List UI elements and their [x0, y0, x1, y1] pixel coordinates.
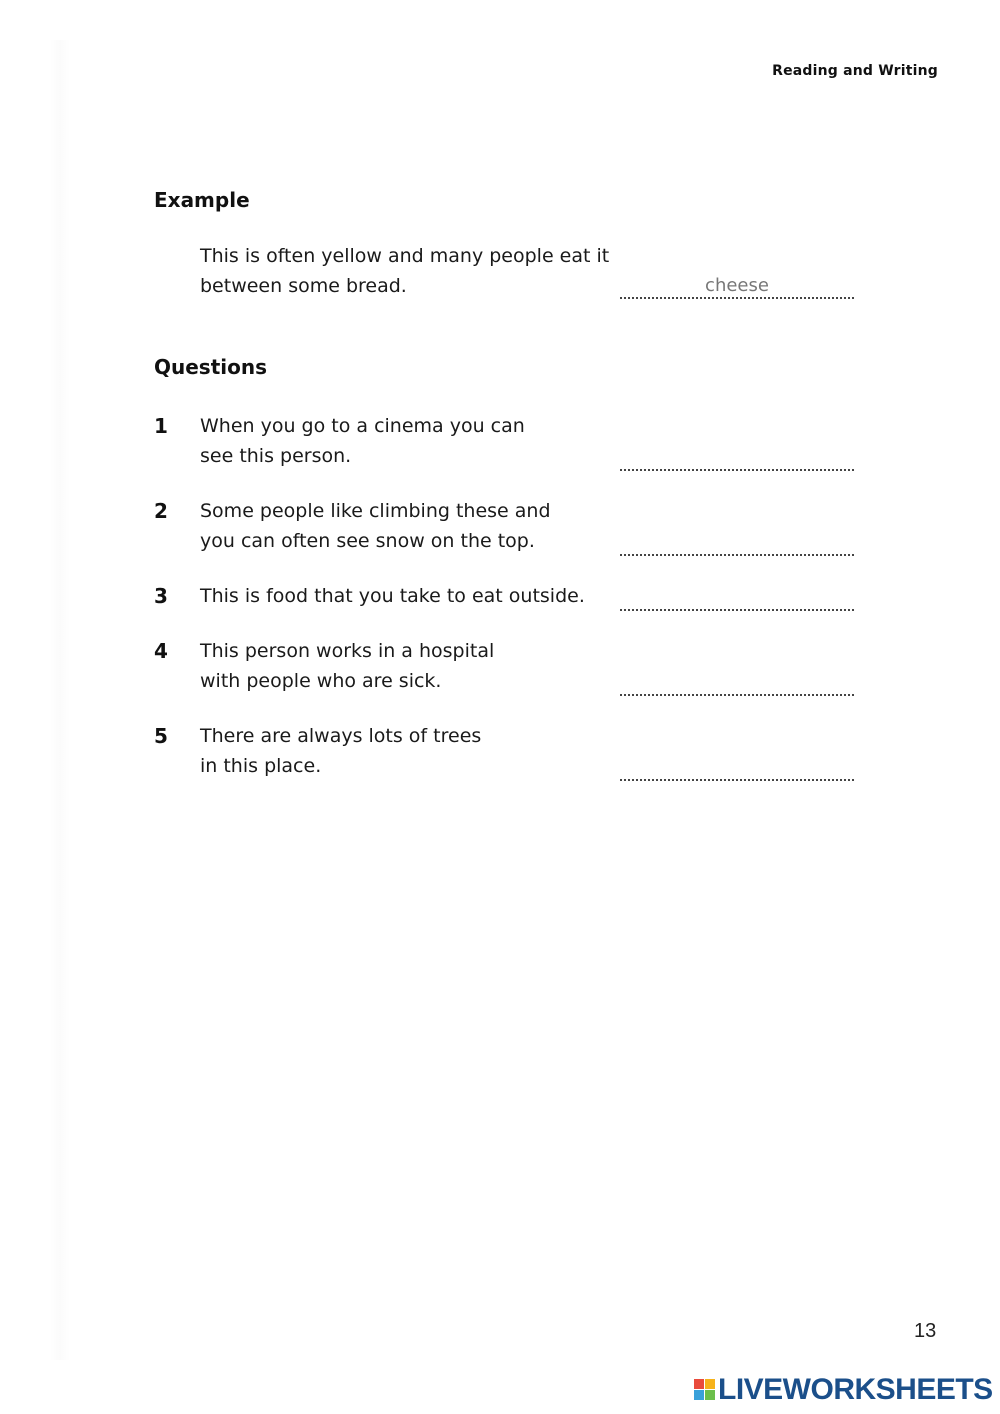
question-text-line1: When you go to a cinema you can — [200, 415, 525, 437]
answer-input-3[interactable] — [620, 587, 854, 611]
answer-input-1[interactable] — [620, 447, 854, 471]
section-header: Reading and Writing — [772, 63, 938, 79]
answer-input-5[interactable] — [620, 757, 854, 781]
question-text — [200, 721, 620, 781]
example-heading: Example — [154, 188, 250, 212]
question-text-line1: This person works in a hospital — [200, 640, 495, 662]
question-text — [200, 411, 620, 471]
example-text — [200, 241, 620, 301]
question-text — [200, 636, 620, 696]
question-text-line2: see this person. — [200, 445, 352, 467]
logo-square — [705, 1390, 715, 1400]
example-text-line1: This is often yellow and many people eat it — [200, 245, 610, 267]
questions-heading: Questions — [154, 355, 268, 379]
logo-square — [705, 1379, 715, 1389]
question-text-line1: This is food that you take to eat outside. — [200, 585, 585, 607]
answer-input-2[interactable] — [620, 532, 854, 556]
question-number: 4 — [154, 639, 168, 663]
question-text-line2: you can often see snow on the top. — [200, 530, 535, 552]
question-number: 5 — [154, 724, 168, 748]
question-text — [200, 496, 620, 556]
question-text-line1: There are always lots of trees — [200, 725, 482, 747]
question-number: 3 — [154, 584, 168, 608]
logo-square — [694, 1379, 704, 1389]
liveworksheets-brand[interactable] — [694, 1374, 993, 1406]
example-text-line2: between some bread. — [200, 275, 407, 297]
liveworksheets-logo-icon — [694, 1379, 716, 1401]
page-edge-shadow — [50, 40, 70, 1360]
question-number: 2 — [154, 499, 168, 523]
example-answer-field — [620, 275, 854, 299]
question-text-line2: with people who are sick. — [200, 670, 442, 692]
example-answer: cheese — [705, 275, 769, 296]
answer-input-4[interactable] — [620, 672, 854, 696]
question-text-line1: Some people like climbing these and — [200, 500, 551, 522]
question-text-line2: in this place. — [200, 755, 322, 777]
logo-square — [694, 1390, 704, 1400]
page-number: 13 — [914, 1320, 937, 1342]
brand-name: LIVEWORKSHEETS — [718, 1373, 993, 1406]
question-text — [200, 581, 620, 611]
question-number: 1 — [154, 414, 168, 438]
